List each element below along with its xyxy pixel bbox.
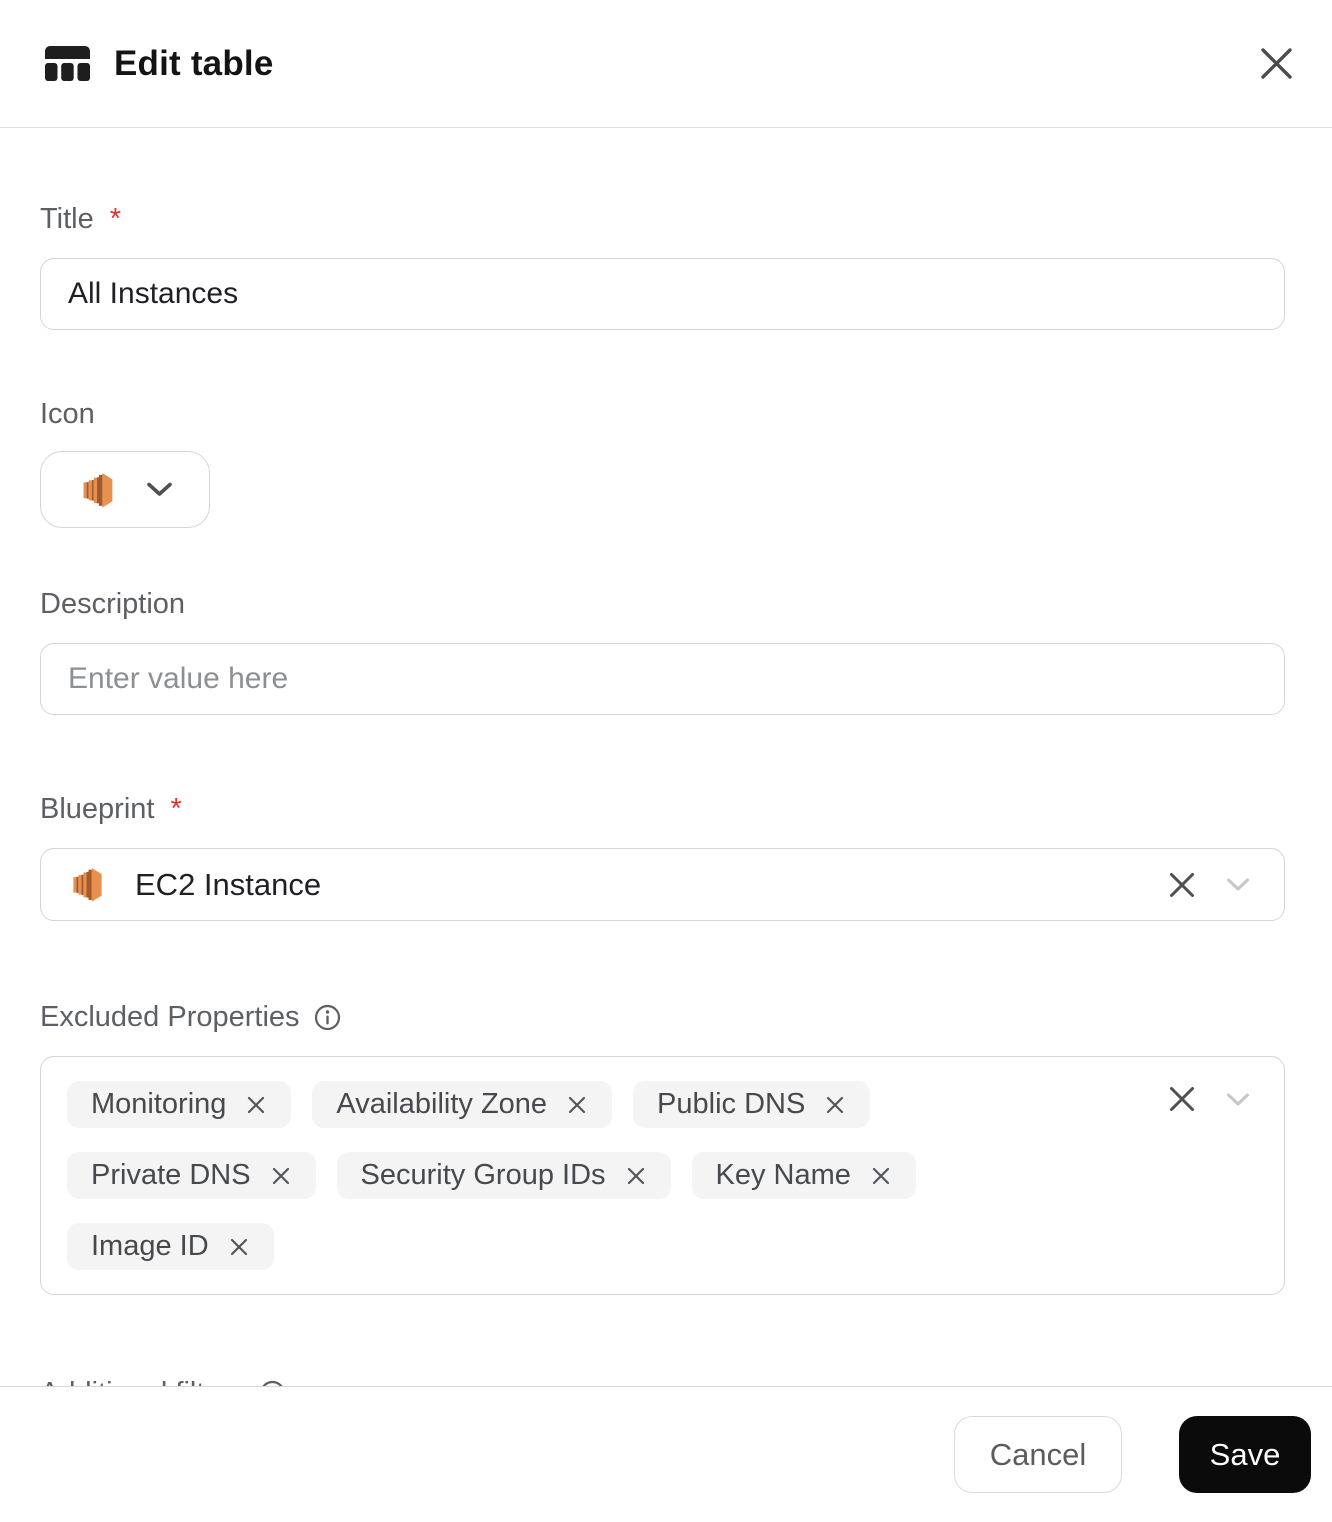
modal-header	[0, 0, 1332, 128]
chip-label: Availability Zone	[336, 1088, 548, 1120]
chip	[67, 1223, 274, 1270]
chip-remove-icon[interactable]	[625, 1165, 647, 1187]
title-label: Title *	[40, 203, 122, 235]
chip-label: Security Group IDs	[360, 1159, 606, 1191]
ec2-icon	[78, 468, 122, 512]
required-marker: *	[109, 203, 122, 235]
chevron-down-icon	[1226, 1092, 1250, 1107]
description-label: Description	[40, 588, 186, 620]
blueprint-label: Blueprint *	[40, 793, 182, 825]
chip-remove-icon[interactable]	[245, 1094, 267, 1116]
chip-remove-icon[interactable]	[566, 1094, 588, 1116]
chip-remove-icon[interactable]	[228, 1236, 250, 1258]
excluded-chips	[67, 1081, 1104, 1270]
table-icon	[45, 46, 90, 81]
chip	[633, 1081, 870, 1128]
chevron-down-icon	[146, 481, 173, 498]
cancel-button[interactable]: Cancel	[954, 1416, 1122, 1493]
clear-x-icon	[1168, 1085, 1196, 1113]
excluded-properties-multiselect[interactable]	[40, 1056, 1285, 1295]
required-marker: *	[170, 793, 182, 825]
chip-remove-icon[interactable]	[270, 1165, 292, 1187]
chip	[312, 1081, 612, 1128]
excluded-dropdown-button[interactable]	[1226, 1092, 1250, 1107]
chip-label: Monitoring	[91, 1088, 227, 1120]
ec2-icon	[68, 863, 111, 906]
title-input[interactable]	[40, 258, 1285, 330]
chip-label: Key Name	[715, 1159, 851, 1191]
chip-label: Private DNS	[91, 1159, 251, 1191]
modal-footer	[0, 1386, 1332, 1522]
info-icon[interactable]	[314, 1004, 341, 1031]
chip-label: Public DNS	[657, 1088, 806, 1120]
excluded-properties-label: Excluded Properties	[40, 1001, 1285, 1034]
blueprint-select[interactable]	[40, 848, 1285, 921]
chip	[692, 1152, 916, 1199]
icon-dropdown[interactable]	[40, 451, 210, 528]
blueprint-dropdown-button[interactable]	[1226, 877, 1250, 892]
blueprint-value: EC2 Instance	[135, 866, 322, 902]
blueprint-clear-button[interactable]	[1168, 871, 1196, 899]
chevron-down-icon	[1226, 877, 1250, 892]
modal-title: Edit table	[114, 43, 274, 83]
excluded-clear-button[interactable]	[1168, 1085, 1196, 1113]
chip	[67, 1152, 316, 1199]
clear-x-icon	[1168, 871, 1196, 899]
chip	[337, 1152, 671, 1199]
modal-body	[0, 203, 1332, 1513]
close-button[interactable]	[1252, 40, 1300, 88]
chip-remove-icon[interactable]	[824, 1094, 846, 1116]
chip	[67, 1081, 291, 1128]
save-button[interactable]: Save	[1179, 1416, 1311, 1493]
close-icon	[1259, 46, 1294, 81]
chip-remove-icon[interactable]	[870, 1165, 892, 1187]
chip-label: Image ID	[91, 1230, 209, 1262]
description-input[interactable]	[40, 643, 1285, 715]
icon-label: Icon	[40, 398, 95, 430]
